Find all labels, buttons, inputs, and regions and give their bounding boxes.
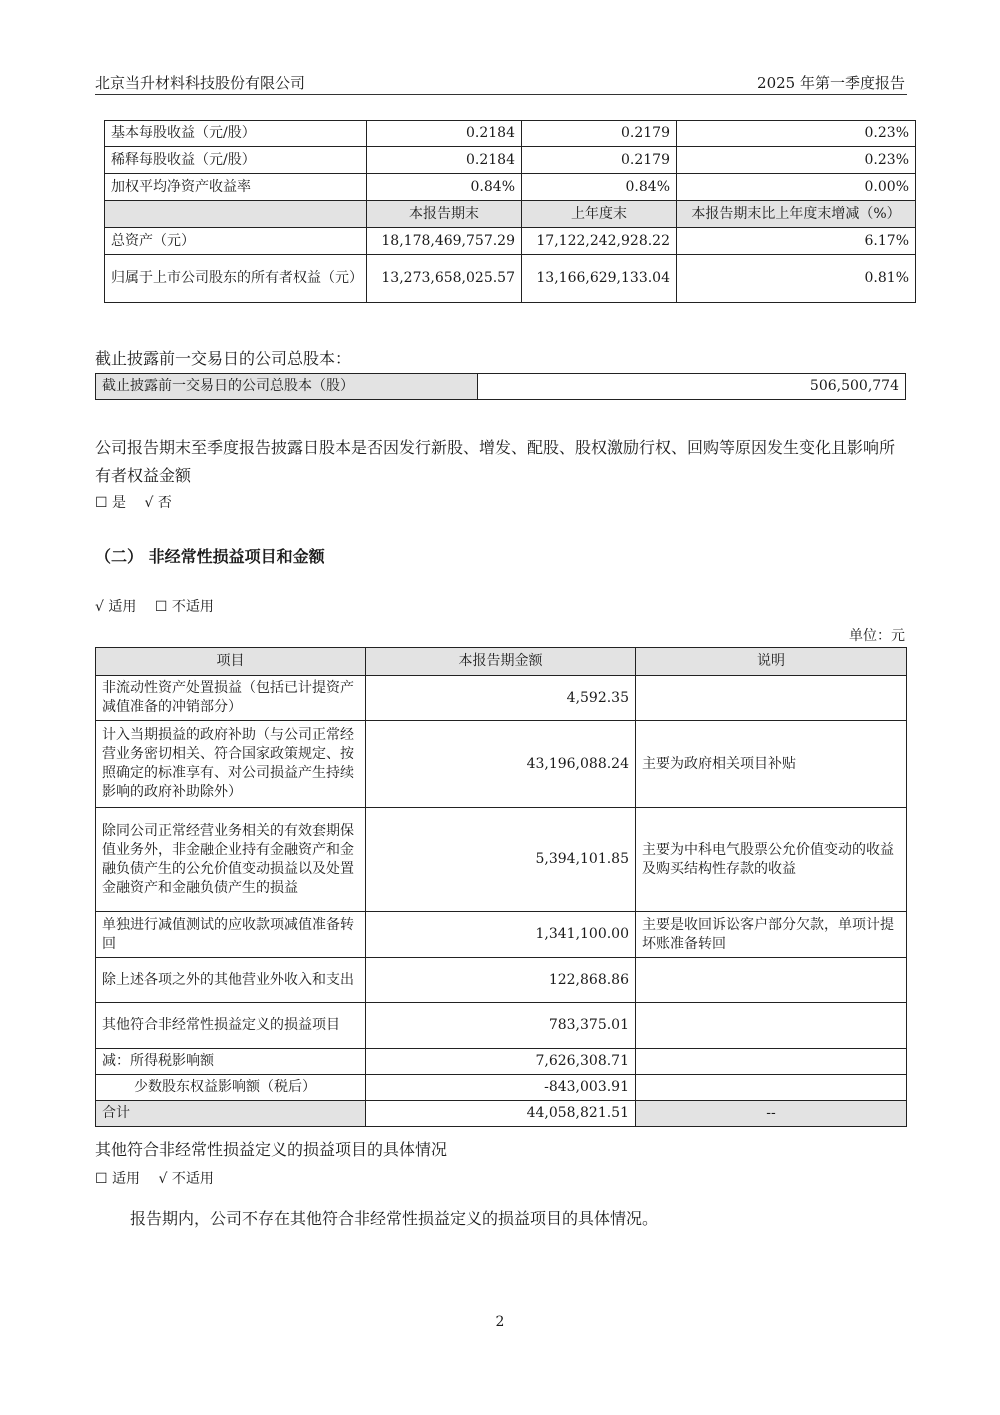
share-change-question: 公司报告期末至季度报告披露日股本是否因发行新股、增发、配股、股权激励行权、回购等原因发生变化且影响所有者权益金额 xyxy=(95,438,896,485)
conclusion-text: 报告期内，公司不存在其他符合非经常性损益定义的损益项目的具体情况。 xyxy=(130,1209,659,1228)
non-recurring-items-table xyxy=(95,647,907,1127)
note-cell xyxy=(636,958,907,1003)
table-row xyxy=(96,808,907,912)
company-name: 北京当升材料科技股份有限公司 xyxy=(95,74,306,92)
note-cell xyxy=(636,1049,907,1075)
note-cell: 主要为政府相关项目补贴 xyxy=(636,721,907,808)
other-items-heading: 其他符合非经常性损益定义的损益项目的具体情况 xyxy=(95,1140,448,1159)
share-capital-label: 截止披露前一交易日的公司总股本（股） xyxy=(96,374,478,400)
cell-value: 0.23% xyxy=(677,147,916,174)
cell-value: 0.84% xyxy=(367,174,522,201)
option-applicable: ☐ 适用 xyxy=(95,1171,141,1187)
cell-value: 6.17% xyxy=(677,228,916,255)
other-items-options xyxy=(95,1168,228,1188)
total-label: 合计 xyxy=(96,1101,366,1127)
question-options xyxy=(95,492,186,512)
cell-value: 18,178,469,757.29 xyxy=(367,228,522,255)
row-label: 稀释每股收益（元/股） xyxy=(105,147,367,174)
note-cell xyxy=(636,676,907,721)
item-cell: 非流动性资产处置损益（包括已计提资产减值准备的冲销部分） xyxy=(96,676,366,721)
table-row xyxy=(96,676,907,721)
section-options xyxy=(95,596,228,616)
item-cell: 除同公司正常经营业务相关的有效套期保值业务外，非金融企业持有金融资产和金融负债产生的公允价值变动损益以及处置金融资产和金融负债产生的损益 xyxy=(96,808,366,912)
cell-value: 0.00% xyxy=(677,174,916,201)
cell-value: 13,166,629,133.04 xyxy=(522,255,677,303)
table-row xyxy=(105,174,916,201)
table-total-row xyxy=(96,1101,907,1127)
note-cell: 主要是收回诉讼客户部分欠款，单项计提坏账准备转回 xyxy=(636,912,907,958)
item-cell: 其他符合非经常性损益定义的损益项目 xyxy=(96,1003,366,1049)
item-cell: 除上述各项之外的其他营业外收入和支出 xyxy=(96,958,366,1003)
option-not-applicable: ☐ 不适用 xyxy=(154,599,214,615)
table-row xyxy=(96,912,907,958)
table-row xyxy=(105,228,916,255)
table-row xyxy=(105,121,916,147)
table-row xyxy=(96,721,907,808)
amount-cell: 7,626,308.71 xyxy=(366,1049,636,1075)
total-note: -- xyxy=(636,1101,907,1127)
note-cell: 主要为中科电气股票公允价值变动的收益及购买结构性存款的收益 xyxy=(636,808,907,912)
cell-value: 0.2184 xyxy=(367,121,522,147)
item-cell: 少数股东权益影响额（税后） xyxy=(96,1075,366,1101)
note-cell xyxy=(636,1075,907,1101)
cell-value: 13,273,658,025.57 xyxy=(367,255,522,303)
header-divider xyxy=(95,94,907,95)
table-row xyxy=(96,374,906,400)
unit-label: 单位：元 xyxy=(849,628,905,644)
amount-cell: 4,592.35 xyxy=(366,676,636,721)
item-cell: 减：所得税影响额 xyxy=(96,1049,366,1075)
table-row xyxy=(96,1075,907,1101)
share-capital-value: 506,500,774 xyxy=(478,374,906,400)
amount-cell: 1,341,100.00 xyxy=(366,912,636,958)
item-cell: 单独进行减值测试的应收款项减值准备转回 xyxy=(96,912,366,958)
amount-cell: 5,394,101.85 xyxy=(366,808,636,912)
share-capital-table xyxy=(95,373,906,400)
row-label: 基本每股收益（元/股） xyxy=(105,121,367,147)
column-header: 本报告期金额 xyxy=(366,648,636,676)
column-header: 说明 xyxy=(636,648,907,676)
key-indicators-table xyxy=(104,120,916,303)
cell-value: 0.2179 xyxy=(522,147,677,174)
row-label: 归属于上市公司股东的所有者权益（元） xyxy=(105,255,367,303)
cell-value: 0.2179 xyxy=(522,121,677,147)
cell-value: 0.23% xyxy=(677,121,916,147)
table-row xyxy=(96,958,907,1003)
amount-cell: 783,375.01 xyxy=(366,1003,636,1049)
subheader-cell xyxy=(105,201,367,228)
option-yes: ☐ 是 xyxy=(95,495,127,511)
table-row xyxy=(96,1003,907,1049)
amount-cell: -843,003.91 xyxy=(366,1075,636,1101)
subheader-cell: 上年度末 xyxy=(522,201,677,228)
row-label: 总资产（元） xyxy=(105,228,367,255)
section-title: （二） 非经常性损益项目和金额 xyxy=(95,547,325,566)
cell-value: 0.81% xyxy=(677,255,916,303)
total-amount: 44,058,821.51 xyxy=(366,1101,636,1127)
table-row xyxy=(105,147,916,174)
note-cell xyxy=(636,1003,907,1049)
page-number: 2 xyxy=(495,1314,505,1330)
cell-value: 0.84% xyxy=(522,174,677,201)
column-header: 项目 xyxy=(96,648,366,676)
option-no: √ 否 xyxy=(144,495,172,511)
share-capital-heading: 截止披露前一交易日的公司总股本： xyxy=(95,349,352,368)
table-row xyxy=(105,255,916,303)
cell-value: 17,122,242,928.22 xyxy=(522,228,677,255)
subheader-cell: 本报告期末比上年度末增减（%） xyxy=(677,201,916,228)
table-subheader xyxy=(105,201,916,228)
cell-value: 0.2184 xyxy=(367,147,522,174)
item-cell: 计入当期损益的政府补助（与公司正常经营业务密切相关、符合国家政策规定、按照确定的标准享有、对公司损益产生持续影响的政府补助除外） xyxy=(96,721,366,808)
subheader-cell: 本报告期末 xyxy=(367,201,522,228)
option-not-applicable: √ 不适用 xyxy=(158,1171,214,1187)
option-applicable: √ 适用 xyxy=(95,599,137,615)
amount-cell: 122,868.86 xyxy=(366,958,636,1003)
amount-cell: 43,196,088.24 xyxy=(366,721,636,808)
row-label: 加权平均净资产收益率 xyxy=(105,174,367,201)
table-header-row xyxy=(96,648,907,676)
table-row xyxy=(96,1049,907,1075)
report-title: 2025 年第一季度报告 xyxy=(757,74,905,92)
